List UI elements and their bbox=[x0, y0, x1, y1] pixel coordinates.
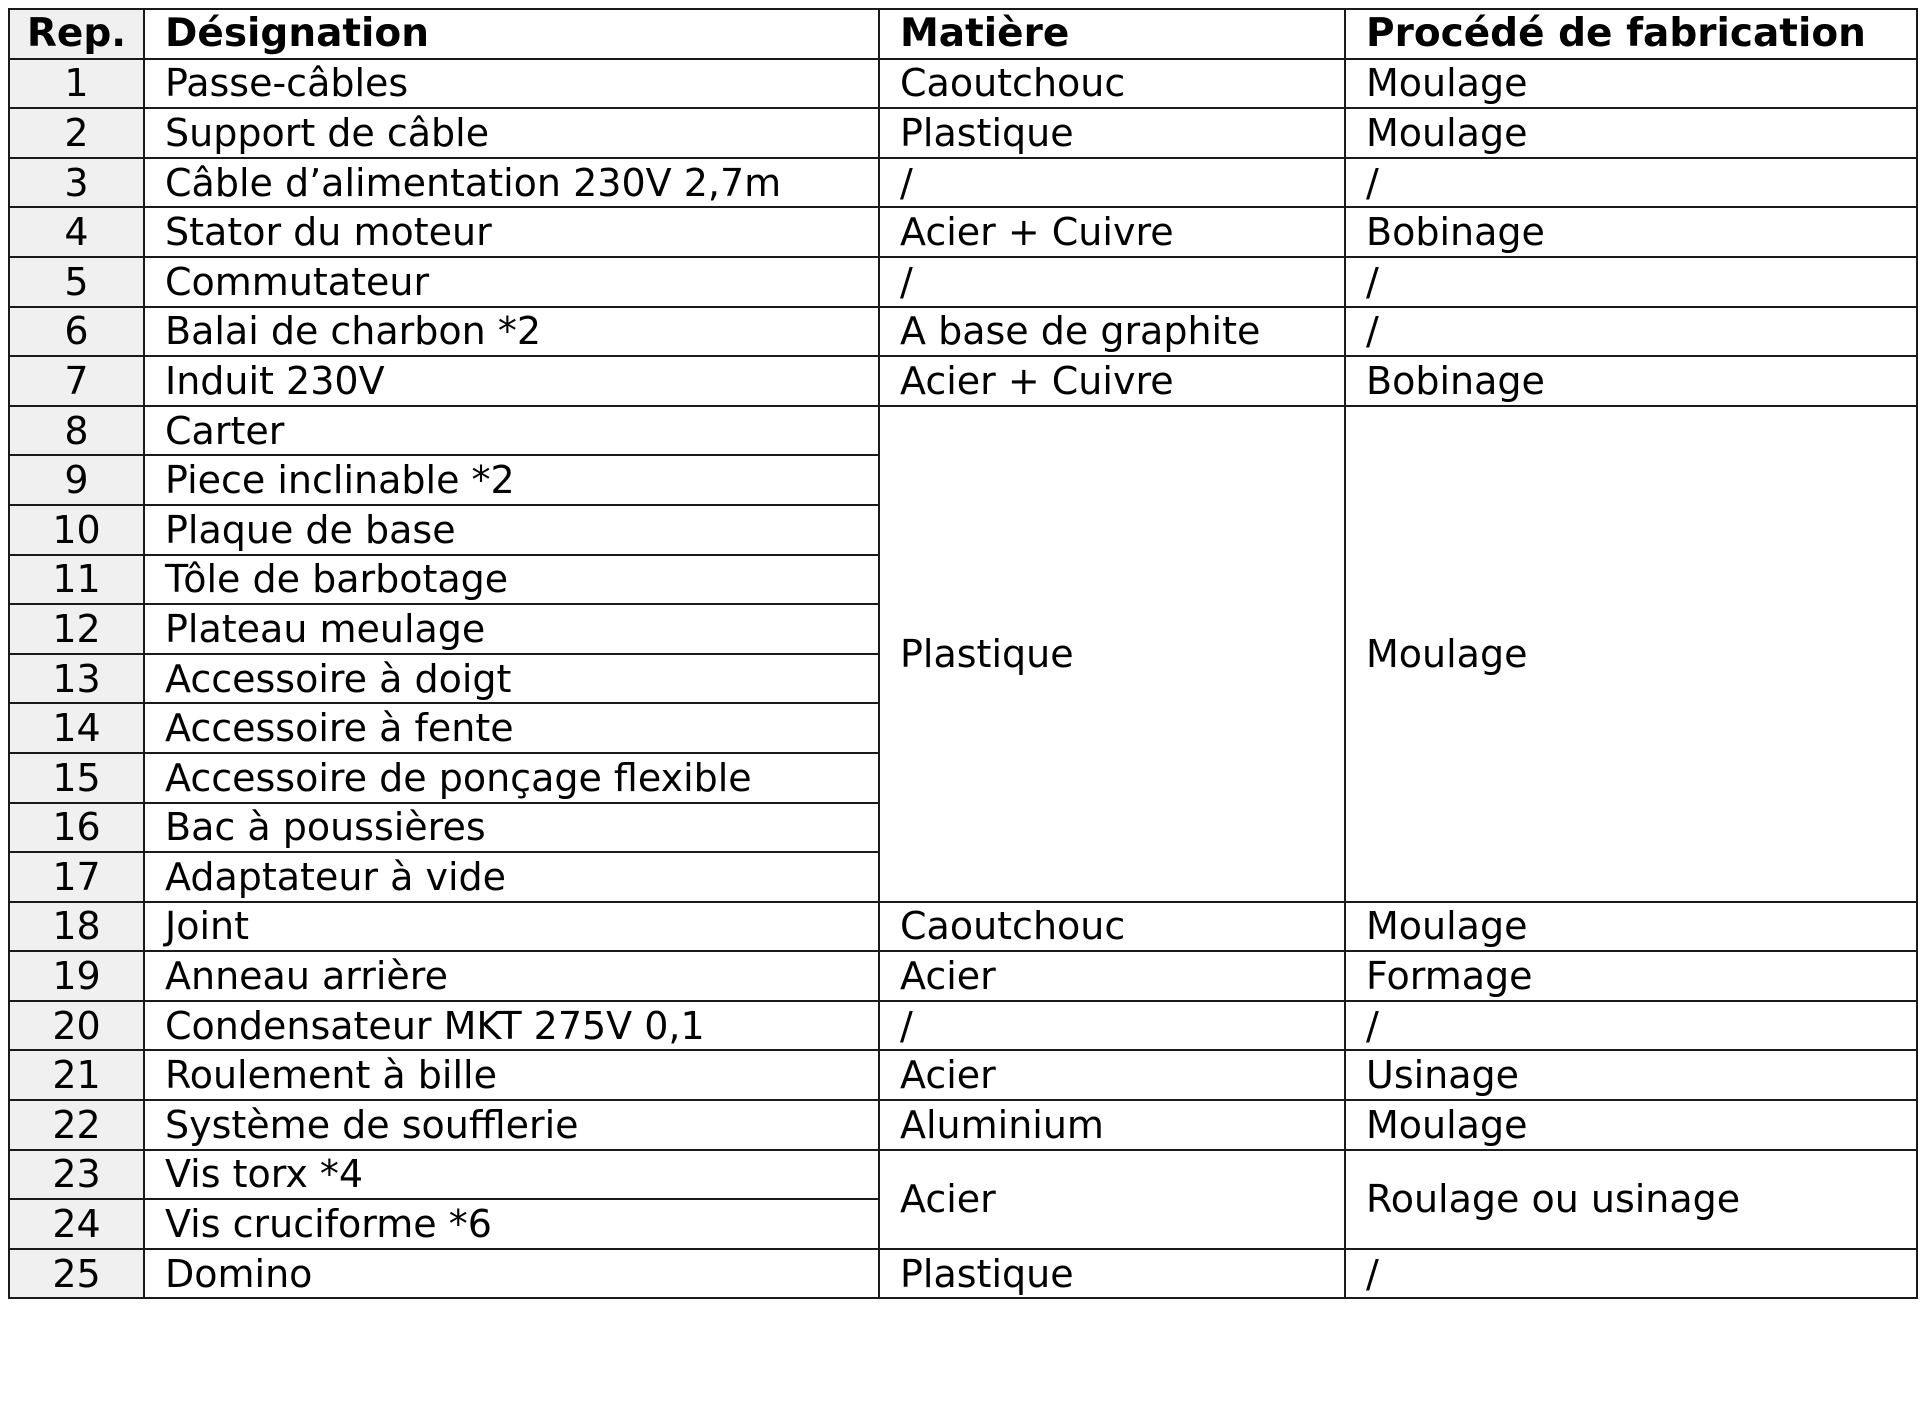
rep-cell: 3 bbox=[9, 158, 144, 208]
procede-cell-merged: Moulage bbox=[1345, 406, 1917, 902]
table-row bbox=[9, 1100, 1917, 1150]
designation-cell: Joint bbox=[144, 902, 879, 952]
designation-cell: Balai de charbon *2 bbox=[144, 307, 879, 357]
designation-cell: Accessoire à doigt bbox=[144, 654, 879, 704]
matiere-cell: Caoutchouc bbox=[879, 59, 1345, 109]
rep-cell: 15 bbox=[9, 753, 144, 803]
matiere-cell: Acier bbox=[879, 951, 1345, 1001]
designation-cell: Support de câble bbox=[144, 108, 879, 158]
designation-cell: Vis cruciforme *6 bbox=[144, 1199, 879, 1249]
rep-cell: 17 bbox=[9, 852, 144, 902]
matiere-cell: Caoutchouc bbox=[879, 902, 1345, 952]
rep-cell: 6 bbox=[9, 307, 144, 357]
table-row bbox=[9, 902, 1917, 952]
matiere-cell: Acier + Cuivre bbox=[879, 207, 1345, 257]
rep-cell: 5 bbox=[9, 257, 144, 307]
table-row bbox=[9, 257, 1917, 307]
rep-cell: 2 bbox=[9, 108, 144, 158]
header-row bbox=[9, 9, 1917, 59]
designation-cell: Induit 230V bbox=[144, 356, 879, 406]
rep-cell: 16 bbox=[9, 803, 144, 853]
rep-cell: 1 bbox=[9, 59, 144, 109]
designation-cell: Plateau meulage bbox=[144, 604, 879, 654]
procede-cell: / bbox=[1345, 1001, 1917, 1051]
rep-cell: 9 bbox=[9, 455, 144, 505]
matiere-cell: Acier bbox=[879, 1050, 1345, 1100]
rep-cell: 24 bbox=[9, 1199, 144, 1249]
rep-cell: 8 bbox=[9, 406, 144, 456]
rep-cell: 11 bbox=[9, 555, 144, 605]
matiere-cell: A base de graphite bbox=[879, 307, 1345, 357]
designation-cell: Piece inclinable *2 bbox=[144, 455, 879, 505]
rep-cell: 22 bbox=[9, 1100, 144, 1150]
designation-cell: Système de soufflerie bbox=[144, 1100, 879, 1150]
rep-cell: 21 bbox=[9, 1050, 144, 1100]
designation-cell: Adaptateur à vide bbox=[144, 852, 879, 902]
procede-cell: / bbox=[1345, 1249, 1917, 1299]
procede-cell: / bbox=[1345, 307, 1917, 357]
table-row bbox=[9, 406, 1917, 456]
header-matiere: Matière bbox=[879, 9, 1345, 59]
procede-cell: / bbox=[1345, 257, 1917, 307]
designation-cell: Carter bbox=[144, 406, 879, 456]
designation-cell: Câble d’alimentation 230V 2,7m bbox=[144, 158, 879, 208]
designation-cell: Domino bbox=[144, 1249, 879, 1299]
matiere-cell: / bbox=[879, 158, 1345, 208]
procede-cell-merged: Roulage ou usinage bbox=[1345, 1150, 1917, 1249]
table-row bbox=[9, 356, 1917, 406]
rep-cell: 25 bbox=[9, 1249, 144, 1299]
matiere-cell: / bbox=[879, 1001, 1345, 1051]
rep-cell: 18 bbox=[9, 902, 144, 952]
table-row bbox=[9, 1050, 1917, 1100]
matiere-cell: / bbox=[879, 257, 1345, 307]
rep-cell: 14 bbox=[9, 703, 144, 753]
designation-cell: Tôle de barbotage bbox=[144, 555, 879, 605]
matiere-cell-merged: Acier bbox=[879, 1150, 1345, 1249]
procede-cell: Bobinage bbox=[1345, 356, 1917, 406]
table-row bbox=[9, 1150, 1917, 1200]
rep-cell: 13 bbox=[9, 654, 144, 704]
table-row bbox=[9, 951, 1917, 1001]
table-row bbox=[9, 158, 1917, 208]
designation-cell: Accessoire de ponçage flexible bbox=[144, 753, 879, 803]
procede-cell: / bbox=[1345, 158, 1917, 208]
designation-cell: Commutateur bbox=[144, 257, 879, 307]
table-row bbox=[9, 1249, 1917, 1299]
designation-cell: Vis torx *4 bbox=[144, 1150, 879, 1200]
rep-cell: 12 bbox=[9, 604, 144, 654]
rep-cell: 10 bbox=[9, 505, 144, 555]
rep-cell: 4 bbox=[9, 207, 144, 257]
matiere-cell: Plastique bbox=[879, 1249, 1345, 1299]
matiere-cell-merged: Plastique bbox=[879, 406, 1345, 902]
header-designation: Désignation bbox=[144, 9, 879, 59]
designation-cell: Stator du moteur bbox=[144, 207, 879, 257]
procede-cell: Bobinage bbox=[1345, 207, 1917, 257]
procede-cell: Usinage bbox=[1345, 1050, 1917, 1100]
procede-cell: Moulage bbox=[1345, 1100, 1917, 1150]
designation-cell: Accessoire à fente bbox=[144, 703, 879, 753]
table-row bbox=[9, 307, 1917, 357]
matiere-cell: Aluminium bbox=[879, 1100, 1345, 1150]
table-row bbox=[9, 207, 1917, 257]
matiere-cell: Acier + Cuivre bbox=[879, 356, 1345, 406]
header-rep: Rep. bbox=[9, 9, 144, 59]
procede-cell: Moulage bbox=[1345, 59, 1917, 109]
designation-cell: Roulement à bille bbox=[144, 1050, 879, 1100]
procede-cell: Formage bbox=[1345, 951, 1917, 1001]
table-row bbox=[9, 59, 1917, 109]
table-row bbox=[9, 1001, 1917, 1051]
designation-cell: Plaque de base bbox=[144, 505, 879, 555]
designation-cell: Bac à poussières bbox=[144, 803, 879, 853]
rep-cell: 19 bbox=[9, 951, 144, 1001]
designation-cell: Anneau arrière bbox=[144, 951, 879, 1001]
designation-cell: Passe-câbles bbox=[144, 59, 879, 109]
rep-cell: 23 bbox=[9, 1150, 144, 1200]
procede-cell: Moulage bbox=[1345, 902, 1917, 952]
rep-cell: 7 bbox=[9, 356, 144, 406]
designation-cell: Condensateur MKT 275V 0,1 bbox=[144, 1001, 879, 1051]
rep-cell: 20 bbox=[9, 1001, 144, 1051]
parts-list-table bbox=[8, 8, 1918, 1299]
matiere-cell: Plastique bbox=[879, 108, 1345, 158]
header-procede: Procédé de fabrication bbox=[1345, 9, 1917, 59]
procede-cell: Moulage bbox=[1345, 108, 1917, 158]
table-row bbox=[9, 108, 1917, 158]
